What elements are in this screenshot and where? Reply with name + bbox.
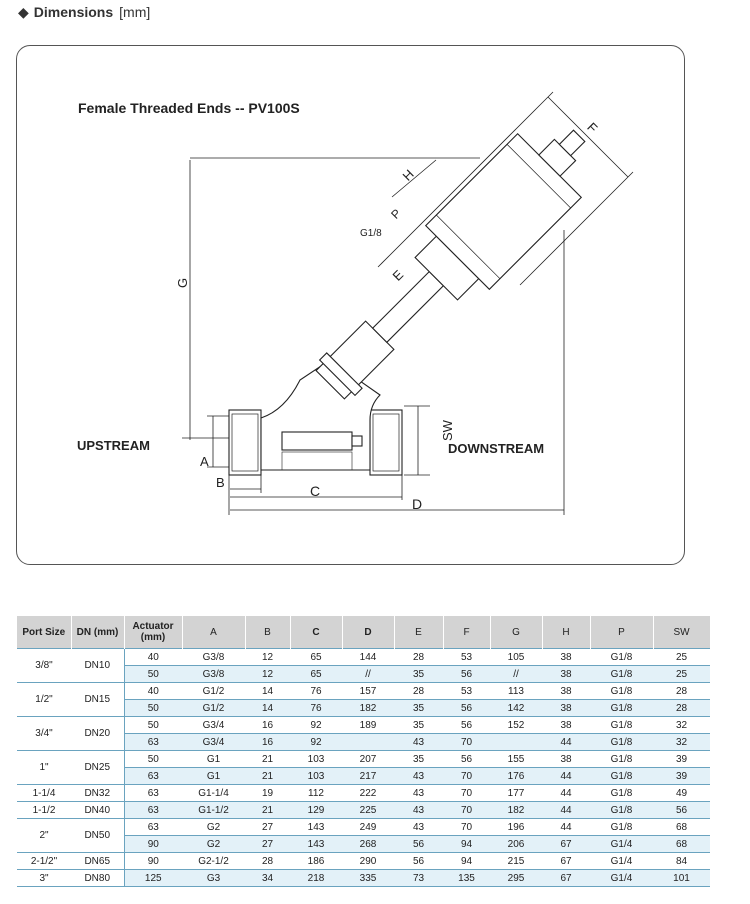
table-cell: 38 [542, 700, 590, 717]
table-cell [490, 734, 542, 751]
table-cell: 34 [245, 870, 290, 887]
dn-cell: DN50 [71, 819, 124, 853]
table-cell: 16 [245, 734, 290, 751]
table-cell: 92 [290, 717, 342, 734]
table-cell: 157 [342, 683, 394, 700]
table-cell: G3/8 [182, 649, 245, 666]
table-cell: 143 [290, 836, 342, 853]
table-cell: 155 [490, 751, 542, 768]
table-cell: 53 [443, 649, 490, 666]
table-cell: 44 [542, 819, 590, 836]
table-cell: 84 [653, 853, 710, 870]
dim-b: B [216, 475, 225, 490]
table-cell: 103 [290, 768, 342, 785]
table-cell: 56 [443, 717, 490, 734]
table-cell [342, 734, 394, 751]
table-cell: 35 [394, 700, 443, 717]
table-cell: 70 [443, 802, 490, 819]
col-header: C [290, 616, 342, 649]
table-cell: 50 [124, 717, 182, 734]
table-cell: 39 [653, 768, 710, 785]
port-size-cell: 3/4" [17, 717, 71, 751]
table-row [17, 683, 710, 700]
table-row [17, 649, 710, 666]
table-cell: 70 [443, 819, 490, 836]
table-row [17, 853, 710, 870]
heading-title: Dimensions [33, 4, 114, 20]
table-cell: 70 [443, 734, 490, 751]
table-cell: G1/2 [182, 700, 245, 717]
table-cell: 53 [443, 683, 490, 700]
table-row [17, 870, 710, 887]
dim-d: D [412, 496, 423, 512]
table-cell: 94 [443, 853, 490, 870]
table-cell: 27 [245, 819, 290, 836]
dimensions-table [17, 616, 711, 887]
table-cell: 43 [394, 819, 443, 836]
table-cell: 56 [443, 700, 490, 717]
table-cell: 94 [443, 836, 490, 853]
dim-p: P [388, 206, 404, 222]
table-cell: 67 [542, 870, 590, 887]
table-cell: 21 [245, 751, 290, 768]
table-cell: 35 [394, 751, 443, 768]
table-cell: G2 [182, 836, 245, 853]
table-cell: G1/4 [590, 870, 653, 887]
dn-cell: DN65 [71, 853, 124, 870]
table-cell: 143 [290, 819, 342, 836]
table-cell: 25 [653, 649, 710, 666]
table-cell: 56 [394, 836, 443, 853]
table-cell: 335 [342, 870, 394, 887]
port-label: G1/8 [360, 228, 382, 239]
table-cell: 142 [490, 700, 542, 717]
table-cell: 28 [653, 700, 710, 717]
table-cell: 63 [124, 785, 182, 802]
table-cell: 249 [342, 819, 394, 836]
table-cell: G2-1/2 [182, 853, 245, 870]
table-cell: 21 [245, 802, 290, 819]
table-cell: 39 [653, 751, 710, 768]
col-header: Actuator (mm) [124, 616, 182, 649]
dn-cell: DN15 [71, 683, 124, 717]
col-header: DN (mm) [71, 616, 124, 649]
dn-cell: DN80 [71, 870, 124, 887]
table-cell: 68 [653, 836, 710, 853]
table-cell: 222 [342, 785, 394, 802]
port-size-cell: 3/8" [17, 649, 71, 683]
table-cell: 43 [394, 768, 443, 785]
table-cell: 40 [124, 649, 182, 666]
table-cell: G1/8 [590, 717, 653, 734]
table-cell: 28 [394, 649, 443, 666]
table-cell: G2 [182, 819, 245, 836]
table-cell: 28 [653, 683, 710, 700]
port-size-cell: 1-1/4 [17, 785, 71, 802]
table-cell: 35 [394, 717, 443, 734]
col-header: SW [653, 616, 710, 649]
col-header: F [443, 616, 490, 649]
table-cell: 112 [290, 785, 342, 802]
table-cell: 207 [342, 751, 394, 768]
table-cell: 176 [490, 768, 542, 785]
table-cell: G1/8 [590, 734, 653, 751]
table-cell: 177 [490, 785, 542, 802]
table-cell: 225 [342, 802, 394, 819]
table-cell: G1/8 [590, 768, 653, 785]
col-header: G [490, 616, 542, 649]
dn-cell: DN20 [71, 717, 124, 751]
dn-cell: DN40 [71, 802, 124, 819]
table-cell: 56 [653, 802, 710, 819]
table-cell: G1/4 [590, 836, 653, 853]
table-cell: 14 [245, 683, 290, 700]
table-cell: 28 [394, 683, 443, 700]
table-cell: 73 [394, 870, 443, 887]
dim-h: H [399, 166, 417, 184]
port-size-cell: 2-1/2" [17, 853, 71, 870]
table-cell: 27 [245, 836, 290, 853]
table-cell: 44 [542, 802, 590, 819]
table-cell: 63 [124, 819, 182, 836]
table-cell: 92 [290, 734, 342, 751]
dn-cell: DN32 [71, 785, 124, 802]
table-cell: 50 [124, 700, 182, 717]
table-cell: 38 [542, 717, 590, 734]
table-cell: 90 [124, 836, 182, 853]
table-cell: 65 [290, 649, 342, 666]
table-cell: G1/8 [590, 649, 653, 666]
table-cell: 16 [245, 717, 290, 734]
col-header: H [542, 616, 590, 649]
table-cell: 182 [490, 802, 542, 819]
table-cell: 63 [124, 734, 182, 751]
table-cell: 135 [443, 870, 490, 887]
table-cell: G1/8 [590, 785, 653, 802]
table-cell: 70 [443, 768, 490, 785]
table-cell: 76 [290, 700, 342, 717]
table-cell: 19 [245, 785, 290, 802]
table-cell: 90 [124, 853, 182, 870]
table-cell: 43 [394, 734, 443, 751]
table-cell: 103 [290, 751, 342, 768]
table-cell: 295 [490, 870, 542, 887]
table-row [17, 802, 710, 819]
table-cell: 65 [290, 666, 342, 683]
table-cell: G1-1/4 [182, 785, 245, 802]
table-cell: 63 [124, 802, 182, 819]
table-cell: 44 [542, 768, 590, 785]
table-cell: 49 [653, 785, 710, 802]
port-size-cell: 3" [17, 870, 71, 887]
table-cell: // [490, 666, 542, 683]
table-cell: G1/8 [590, 751, 653, 768]
table-cell: 101 [653, 870, 710, 887]
table-cell: 290 [342, 853, 394, 870]
col-header: Port Size [17, 616, 71, 649]
col-header: B [245, 616, 290, 649]
table-cell: G1/2 [182, 683, 245, 700]
table-cell: G1 [182, 751, 245, 768]
table-row [17, 717, 710, 734]
table-cell: 144 [342, 649, 394, 666]
table-cell: 12 [245, 649, 290, 666]
upstream-label: UPSTREAM [77, 438, 150, 453]
table-cell: G1/8 [590, 683, 653, 700]
table-cell: 125 [124, 870, 182, 887]
table-cell: 35 [394, 666, 443, 683]
table-cell: 14 [245, 700, 290, 717]
table-cell: 43 [394, 802, 443, 819]
table-cell: 215 [490, 853, 542, 870]
table-cell: G3/4 [182, 717, 245, 734]
dim-g: G [175, 277, 190, 288]
table-cell: 12 [245, 666, 290, 683]
table-header-row [17, 616, 710, 649]
table-cell: G3/4 [182, 734, 245, 751]
table-cell: 25 [653, 666, 710, 683]
table-cell: 50 [124, 751, 182, 768]
dn-cell: DN25 [71, 751, 124, 785]
table-cell: 70 [443, 785, 490, 802]
table-cell: G1/8 [590, 666, 653, 683]
table-cell: 32 [653, 717, 710, 734]
table-cell: 56 [443, 751, 490, 768]
dim-a: A [200, 454, 209, 469]
table-cell: 50 [124, 666, 182, 683]
diamond-bullet-icon: ◆ [18, 4, 29, 20]
table-cell: G3 [182, 870, 245, 887]
table-cell: 67 [542, 836, 590, 853]
table-cell: 218 [290, 870, 342, 887]
table-cell: 38 [542, 666, 590, 683]
table-cell: 56 [443, 666, 490, 683]
table-cell: 186 [290, 853, 342, 870]
table-cell: 196 [490, 819, 542, 836]
table-cell: 21 [245, 768, 290, 785]
table-cell: 43 [394, 785, 443, 802]
table-cell: 44 [542, 785, 590, 802]
table-cell: G1/8 [590, 802, 653, 819]
table-cell: 32 [653, 734, 710, 751]
table-cell: 189 [342, 717, 394, 734]
table-row [17, 751, 710, 768]
port-size-cell: 1/2" [17, 683, 71, 717]
dn-cell: DN10 [71, 649, 124, 683]
table-row [17, 819, 710, 836]
table-cell: G1 [182, 768, 245, 785]
table-body [17, 649, 710, 887]
table-cell: 56 [394, 853, 443, 870]
dim-c: C [310, 483, 321, 499]
table-cell: 129 [290, 802, 342, 819]
table-cell: 152 [490, 717, 542, 734]
col-header: A [182, 616, 245, 649]
port-size-cell: 2" [17, 819, 71, 853]
table-cell: 105 [490, 649, 542, 666]
port-size-cell: 1" [17, 751, 71, 785]
table-cell: 40 [124, 683, 182, 700]
table-cell: G1-1/2 [182, 802, 245, 819]
col-header: D [342, 616, 394, 649]
table-cell: 217 [342, 768, 394, 785]
table-cell: 67 [542, 853, 590, 870]
col-header: P [590, 616, 653, 649]
table-cell: G1/8 [590, 819, 653, 836]
table-cell: 28 [245, 853, 290, 870]
table-cell: 76 [290, 683, 342, 700]
table-cell: 182 [342, 700, 394, 717]
table-cell: 68 [653, 819, 710, 836]
col-header: E [394, 616, 443, 649]
dim-sw: SW [440, 420, 455, 441]
table-cell: G1/8 [590, 700, 653, 717]
table-cell: G1/4 [590, 853, 653, 870]
heading-unit: [mm] [119, 4, 151, 20]
table-cell: // [342, 666, 394, 683]
table-cell: 38 [542, 683, 590, 700]
downstream-label: DOWNSTREAM [448, 441, 545, 456]
table-cell: 268 [342, 836, 394, 853]
drawing-title: Female Threaded Ends -- PV100S [78, 100, 300, 116]
table-cell: 38 [542, 751, 590, 768]
table-row [17, 785, 710, 802]
port-size-cell: 1-1/2 [17, 802, 71, 819]
dim-e: E [389, 267, 407, 284]
table-cell: 63 [124, 768, 182, 785]
table-cell: G3/8 [182, 666, 245, 683]
table-cell: 113 [490, 683, 542, 700]
table-cell: 44 [542, 734, 590, 751]
table-cell: 206 [490, 836, 542, 853]
dim-f: F [584, 119, 601, 136]
table-cell: 38 [542, 649, 590, 666]
